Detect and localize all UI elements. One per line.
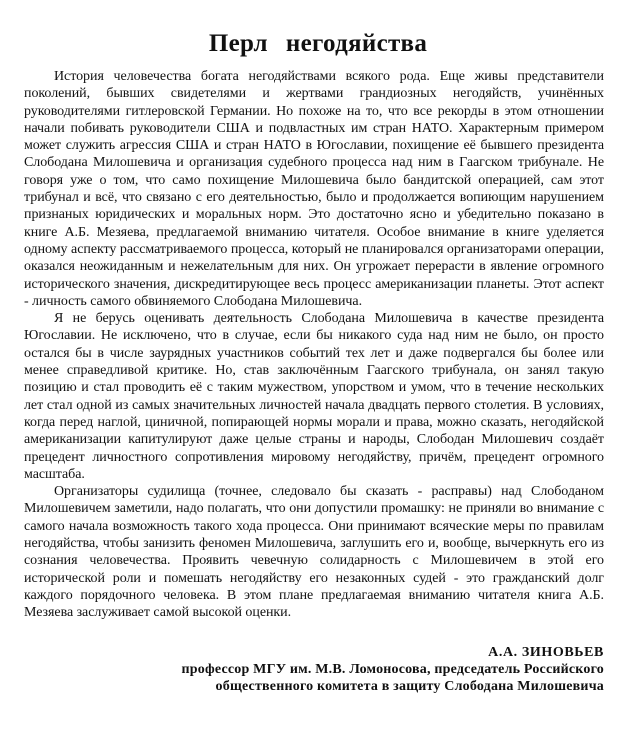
- paragraph-3: Организаторы судилища (точнее, следовало бы сказать - расправы) над Слободаном Милошевичем заметили, надо полагать, что они допустили промашку: не приняли во внимание с самого начала возможность такого хода процесса. Они принимают всяческие меры по правилам негодяйства, чтобы занизить феномен Милошевича, заглушить его и, вообще, вычеркнуть его из сознания человечества. Проявить чевечную солидарность с Милошевичем в этой его исторической роли и помешать негодяйству его незаконных судей - это гражданский долг каждого порядочного человека. В этом плане предлагаемая вниманию читателя книга А.Б. Мезяева заслуживает самой высокой оценки.: [24, 484, 604, 621]
- signature-block: [24, 644, 604, 695]
- article-body: [24, 68, 604, 622]
- paragraph-1: История человечества богата негодяйствами всякого рода. Еще живы представители поколений, бывших свидетелями и жертвами грандиозных негодяйств, учинённых руководителями гитлеровской Германии. Но похоже на то, что все рекорды в этом отношении начали побивать руководители США и подвластных им стран НАТО. Характерным примером может служить агрессия США и стран НАТО в Югославии, похищение её бывшего президента Слободана Милошевича и организация судебного процесса над ним в Гаагском трибунале. Не говоря уже о том, что само похищение Милошевича было бандитской операцией, сам этот трибунал и всё, что связано с его деятельностью, было и продолжается вопиющим нарушением признаных юридических и моральных норм. Это достаточно ясно и убедительно показано в книге А.Б. Мезяева, предлагаемой вниманию читателя. Особое внимание в книге уделяется одному аспекту рассматриваемого процесса, который не планировался организаторами операции, оказался неожиданным и нежелательным для них. Он угрожает перерасти в явление огромного исторического значения, дискредитирующее весь процесс американизации планеты. Этот аспект - личность самого обвиняемого Слободана Милошевича.: [24, 69, 604, 309]
- paragraph-2: Я не берусь оценивать деятельность Слободана Милошевича в качестве президента Югославии. Не исключено, что в случае, если бы никакого суда над ним не было, он просто остался бы в числе заурядных участников событий тех лет и даже подвергался бы более или менее справедливой критике. Но, став заключённым Гаагского трибунала, он занял такую позицию и стал проводить её с таким мужеством, упорством и умом, что в течение нескольких лет стал одной из самых значительных личностей начала двадцать первого столетия. В условиях, когда перед наглой, циничной, попирающей нормы морали и права, можно сказать, негодяйской американизации капитулируют даже целые страны и народы, Слободан Милошевич создаёт прецедент личностного сопротивления мировому негодяйству, причём, прецедент огромного масштаба.: [24, 311, 604, 482]
- author-name: А.А. ЗИНОВЬЕВ: [488, 644, 604, 660]
- author-title-line-2: общественного комитета в защиту Слободана Милошевича: [215, 678, 604, 694]
- article-title-part2: негодяйства: [285, 30, 428, 57]
- author-title-line-1: профессор МГУ им. М.В. Ломоносова, председатель Российского: [181, 661, 604, 677]
- article-title: [32, 30, 604, 58]
- article-title-part1: Перл: [208, 30, 268, 57]
